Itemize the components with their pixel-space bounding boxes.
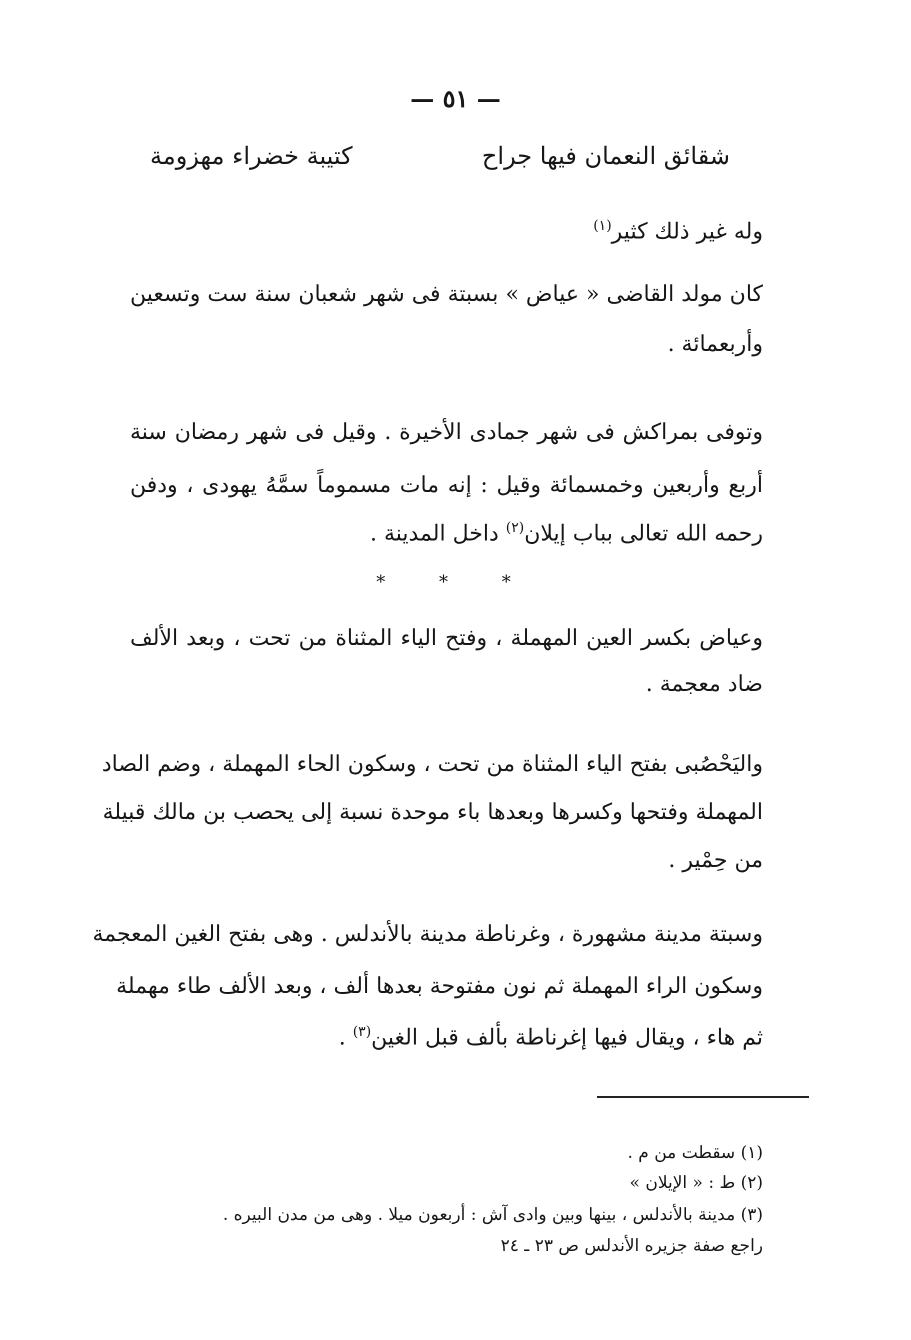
text-run: . (338, 1025, 346, 1051)
text-run: ثم هاء ، ويقال فيها إغرناطة بألف قبل الغين (371, 1025, 763, 1051)
paragraph-line (370, 520, 763, 546)
paragraph-line: وتوفى بمراكش فى شهر جمادى الأخيرة . وقيل فى شهر رمضان سنة (130, 420, 763, 445)
verse-hemistich-first: كتيبة خضراء مهزومة (150, 142, 353, 170)
text-run: وله غير ذلك كثير (611, 219, 763, 245)
paragraph-line: أربع وأربعين وخمسمائة وقيل : إنه مات مسموماً سمَّهُ يهودى ، ودفن (130, 473, 763, 498)
paragraph-line: وسبتة مدينة مشهورة ، وغرناطة مدينة بالأندلس . وهى بفتح الغين المعجمة (92, 922, 763, 947)
footnote-divider (597, 1096, 809, 1098)
paragraph-line (339, 1024, 763, 1050)
paragraph-line: وأربعمائة . (667, 332, 763, 357)
paragraph-line: من حِمْير . (668, 848, 763, 873)
footnote: راجع صفة جزيره الأندلس ص ٢٣ ـ ٢٤ (500, 1236, 763, 1256)
paragraph-line (593, 218, 763, 244)
paragraph-line: ضاد معجمة . (645, 672, 763, 697)
text-run: داخل المدينة . (369, 521, 499, 547)
footnote-marker: (٣) (352, 1024, 372, 1040)
paragraph-line: المهملة وفتحها وكسرها وبعدها باء موحدة نسبة إلى يحصب بن مالك قبيلة (102, 800, 763, 825)
paragraph-line: وسكون الراء المهملة ثم نون مفتوحة بعدها ألف ، وبعد الألف طاء مهملة (116, 974, 763, 999)
paragraph-line: واليَحْصُبى بفتح الياء المثناة من تحت ، وسكون الحاء المهملة ، وضم الصاد (101, 752, 763, 777)
section-separator: * * * (376, 572, 535, 593)
footnote: (٢) ط : « الإيلان » (629, 1173, 763, 1193)
paragraph-line: كان مولد القاضى « عياض » بسبتة فى شهر شعبان سنة ست وتسعين (130, 282, 763, 307)
paragraph-line: وعياض بكسر العين المهملة ، وفتح الياء المثناة من تحت ، وبعد الألف (130, 626, 763, 651)
verse-hemistich-second: شقائق النعمان فيها جراح (481, 142, 730, 170)
footnote: (١) سقطت من م . (627, 1143, 763, 1163)
footnote-marker: (٢) (505, 520, 525, 536)
page-number: — ٥١ — (410, 84, 501, 113)
footnote-marker: (١) (593, 218, 612, 234)
footnote: (٣) مدينة بالأندلس ، بينها وبين وادى آش : أربعون ميلا . وهى من مدن البيره . (222, 1205, 763, 1225)
poem-verse (150, 142, 730, 170)
text-run: رحمه الله تعالى بباب إيلان (524, 521, 763, 547)
